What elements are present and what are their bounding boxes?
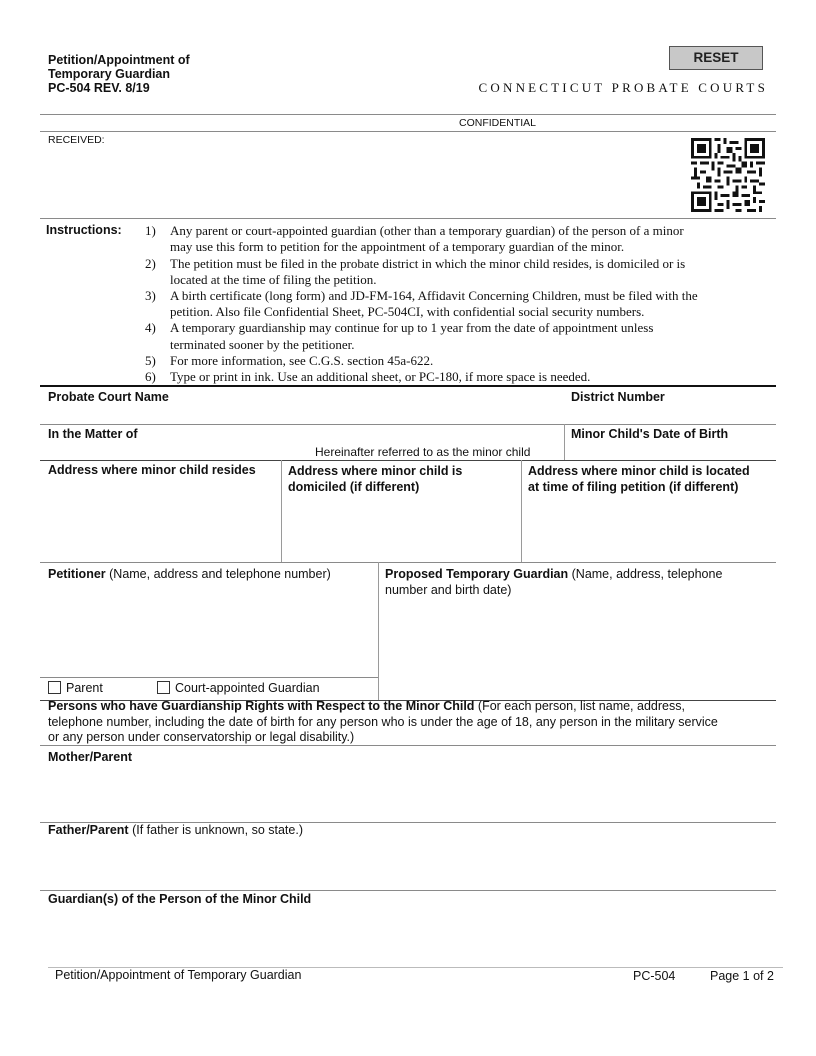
instruction-text: For more information, see C.G.S. section 45a-622. — [170, 353, 434, 368]
divider — [40, 745, 776, 746]
address-domiciled-field[interactable] — [284, 496, 518, 560]
received-stamp-area — [40, 133, 680, 217]
address-domiciled-label-line-1: Address where minor child is — [288, 464, 463, 478]
address-domiciled-label — [288, 463, 462, 495]
instruction-text: may use this form to petition for the appointment of a temporary guardian of the minor. — [170, 239, 625, 254]
father-parent-label-hint: (If father is unknown, so state.) — [128, 823, 303, 837]
divider — [40, 131, 776, 132]
instruction-text: A temporary guardianship may continue for up to 1 year from the date of appointment unless — [170, 320, 654, 335]
divider — [40, 424, 776, 425]
address-resides-label: Address where minor child resides — [48, 463, 256, 477]
instruction-number: 2) — [145, 256, 156, 271]
proposed-guardian-label — [385, 566, 775, 598]
checkbox-parent[interactable] — [48, 681, 103, 695]
persons-heading-bold: Persons who have Guardianship Rights with Respect to the Minor Child — [48, 699, 475, 713]
probate-court-name-field[interactable] — [40, 405, 560, 423]
divider — [40, 385, 776, 387]
minor-dob-field[interactable] — [566, 442, 774, 458]
guardians-of-person-label: Guardian(s) of the Person of the Minor Child — [48, 892, 312, 906]
divider — [40, 114, 776, 115]
petitioner-label-hint: (Name, address and telephone number) — [105, 567, 331, 581]
divider — [378, 562, 379, 700]
instruction-number: 6) — [145, 369, 156, 384]
instruction-text: The petition must be filed in the probate district in which the minor child resides, is domiciled or is — [170, 256, 686, 271]
father-parent-field[interactable] — [42, 840, 774, 888]
checkbox-parent-box[interactable] — [48, 681, 61, 694]
hereinafter-note: Hereinafter referred to as the minor child — [315, 445, 531, 459]
persons-heading-hint-3: or any person under conservatorship or legal disability.) — [48, 730, 355, 744]
form-number: PC-504 REV. 8/19 — [48, 81, 150, 95]
divider — [564, 424, 565, 460]
form-title-line-1: Petition/Appointment of — [48, 53, 190, 67]
divider — [40, 677, 378, 678]
received-label: RECEIVED: — [48, 134, 105, 146]
petitioner-label-bold: Petitioner — [48, 567, 106, 581]
court-banner: CONNECTICUT PROBATE COURTS — [478, 80, 768, 95]
petitioner-field[interactable] — [42, 584, 376, 676]
qr-code-icon — [691, 138, 765, 212]
proposed-guardian-label-hint: (Name, address, telephone — [568, 567, 723, 581]
divider — [40, 460, 776, 461]
divider — [521, 460, 522, 562]
mother-parent-field[interactable] — [42, 766, 774, 820]
address-located-label-line-1: Address where minor child is located — [528, 464, 750, 478]
instruction-number: 1) — [145, 223, 156, 238]
guardians-of-person-field[interactable] — [42, 909, 774, 964]
address-resides-field[interactable] — [42, 480, 278, 560]
instruction-text: terminated sooner by the petitioner. — [170, 337, 355, 352]
checkbox-parent-label: Parent — [66, 681, 103, 695]
address-domiciled-label-line-2: domiciled (if different) — [288, 480, 420, 494]
divider — [40, 562, 776, 563]
form-title — [48, 53, 190, 95]
petitioner-label — [48, 566, 331, 582]
checkbox-court-appointed-box[interactable] — [157, 681, 170, 694]
persons-heading-hint-2: telephone number, including the date of birth for any person who is under the age of 18, any person in the military service — [48, 714, 718, 729]
proposed-guardian-label-hint-2: number and birth date) — [385, 583, 512, 597]
footer-page-number: Page 1 of 2 — [710, 969, 774, 983]
instruction-text: A birth certificate (long form) and JD-FM-164, Affidavit Concerning Children, must be filed with the — [170, 288, 698, 303]
instructions-heading: Instructions: — [46, 223, 122, 237]
divider — [40, 218, 776, 219]
checkbox-court-appointed-label: Court-appointed Guardian — [175, 681, 320, 695]
district-number-label: District Number — [571, 390, 665, 404]
instruction-number: 3) — [145, 288, 156, 303]
instruction-text: petition. Also file Confidential Sheet, PC-504CI, with confidential social security numbers. — [170, 304, 645, 319]
proposed-guardian-field[interactable] — [382, 600, 774, 698]
instruction-text: Type or print in ink. Use an additional sheet, or PC-180, if more space is needed. — [170, 369, 591, 384]
probate-court-name-label: Probate Court Name — [48, 390, 169, 404]
instruction-number: 5) — [145, 353, 156, 368]
confidential-label: CONFIDENTIAL — [459, 117, 537, 129]
district-number-field[interactable] — [565, 405, 775, 423]
instruction-text: located at the time of filing the petition. — [170, 272, 377, 287]
checkbox-court-appointed-guardian[interactable] — [157, 681, 320, 695]
divider — [281, 460, 282, 562]
footer-title: Petition/Appointment of Temporary Guardian — [55, 968, 302, 982]
address-located-label-line-2: at time of filing petition (if different) — [528, 480, 739, 494]
father-parent-label — [48, 822, 303, 838]
address-located-field[interactable] — [524, 496, 774, 560]
reset-button[interactable]: RESET — [669, 46, 763, 70]
instruction-number: 4) — [145, 320, 156, 335]
persons-heading-hint: (For each person, list name, address, — [474, 699, 685, 713]
mother-parent-label: Mother/Parent — [48, 750, 133, 764]
form-title-line-2: Temporary Guardian — [48, 67, 171, 81]
proposed-guardian-label-bold: Proposed Temporary Guardian — [385, 567, 569, 581]
address-located-label — [528, 463, 750, 495]
in-the-matter-of-label: In the Matter of — [48, 427, 138, 441]
persons-guardianship-rights-heading — [48, 699, 788, 746]
minor-dob-label: Minor Child's Date of Birth — [571, 427, 729, 441]
footer-form-code: PC-504 — [633, 969, 676, 983]
father-parent-label-bold: Father/Parent — [48, 823, 129, 837]
instruction-text: Any parent or court-appointed guardian (other than a temporary guardian) of the person of a minor — [170, 223, 684, 238]
